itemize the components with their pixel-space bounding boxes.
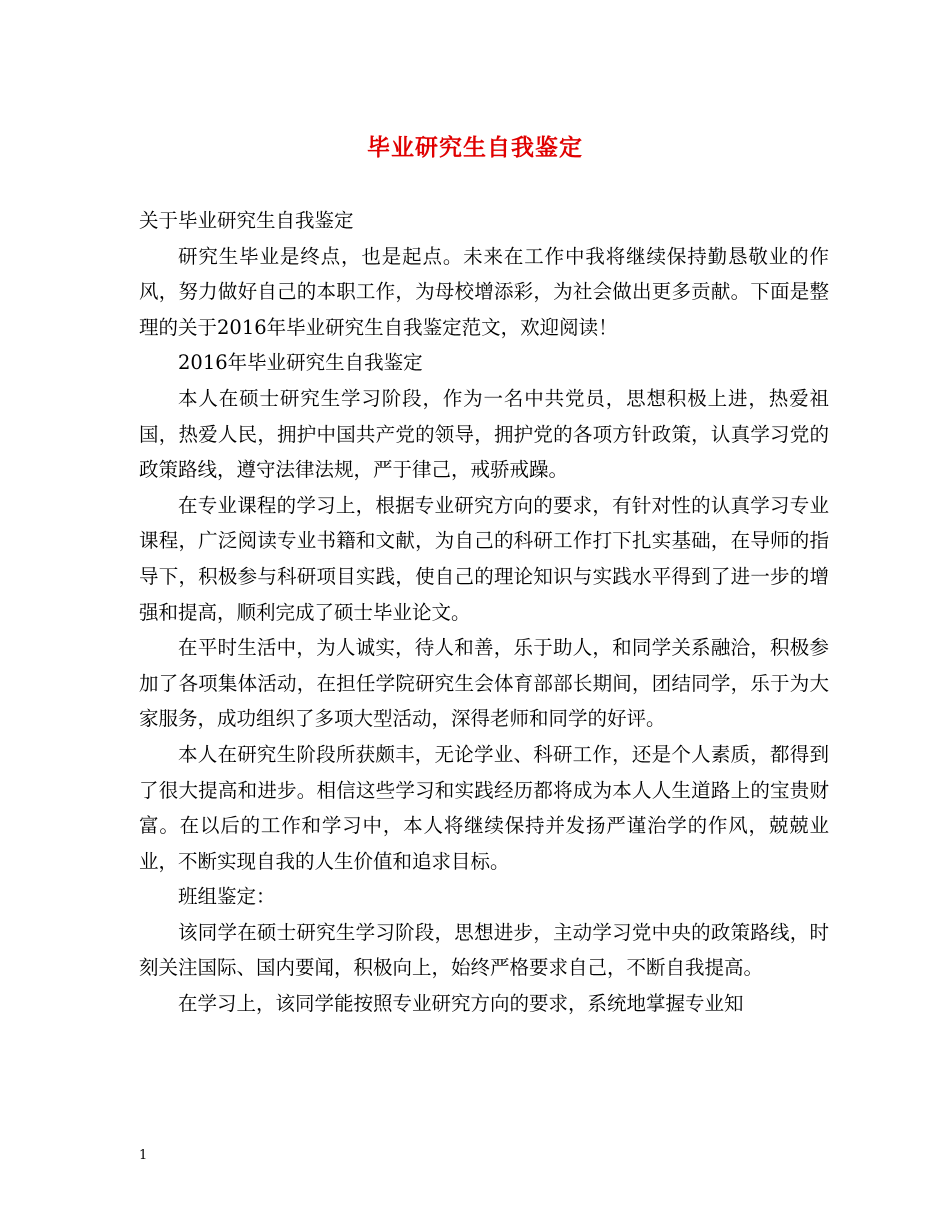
body-paragraph: 在学习上，该同学能按照专业研究方向的要求，系统地掌握专业知	[178, 992, 744, 1016]
document-title: 毕业研究生自我鉴定	[367, 134, 583, 161]
section-heading: 班组鉴定：	[178, 885, 276, 909]
intro-paragraph: 研究生毕业是终点，也是起点。未来在工作中我将继续保持勤恳敬业的作风，努力做好自己的本职工作，为母校增添彩，为社会做出更多贡献。下面是整理的关于2016年毕业研究生自我鉴定范文，欢迎阅读！	[139, 244, 829, 339]
body-paragraph: 本人在研究生阶段所获颇丰，无论学业、科研工作，还是个人素质，都得到了很大提高和进步。相信这些学习和实践经历都将成为本人人生道路上的宝贵财富。在以后的工作和学习中，本人将继续保持并发扬严谨治学的作风，兢兢业业，不断实现自我的人生价值和追求目标。	[139, 742, 829, 873]
intro-heading: 关于毕业研究生自我鉴定	[139, 209, 354, 232]
page-number: 1	[139, 1148, 148, 1163]
document-body	[139, 203, 829, 1022]
body-paragraph: 在专业课程的学习上，根据专业研究方向的要求，有针对性的认真学习专业课程，广泛阅读专业书籍和文献，为自己的科研工作打下扎实基础，在导师的指导下，积极参与科研项目实践，使自己的理论知识与实践水平得到了进一步的增强和提高，顺利完成了硕士毕业论文。	[139, 493, 829, 624]
body-paragraph: 本人在硕士研究生学习阶段，作为一名中共党员，思想积极上进，热爱祖国，热爱人民，拥护中国共产党的领导，拥护党的各项方针政策，认真学习党的政策路线，遵守法律法规，严于律己，戒骄戒躁。	[139, 386, 829, 482]
body-paragraph: 在平时生活中，为人诚实，待人和善，乐于助人，和同学关系融洽，积极参加了各项集体活动，在担任学院研究生会体育部部长期间，团结同学，乐于为大家服务，成功组织了多项大型活动，深得老师和同学的好评。	[139, 636, 829, 731]
body-paragraph: 该同学在硕士研究生学习阶段，思想进步，主动学习党中央的政策路线，时刻关注国际、国内要闻，积极向上，始终严格要求自己，不断自我提高。	[139, 920, 829, 980]
section-heading: 2016年毕业研究生自我鉴定	[178, 351, 423, 375]
